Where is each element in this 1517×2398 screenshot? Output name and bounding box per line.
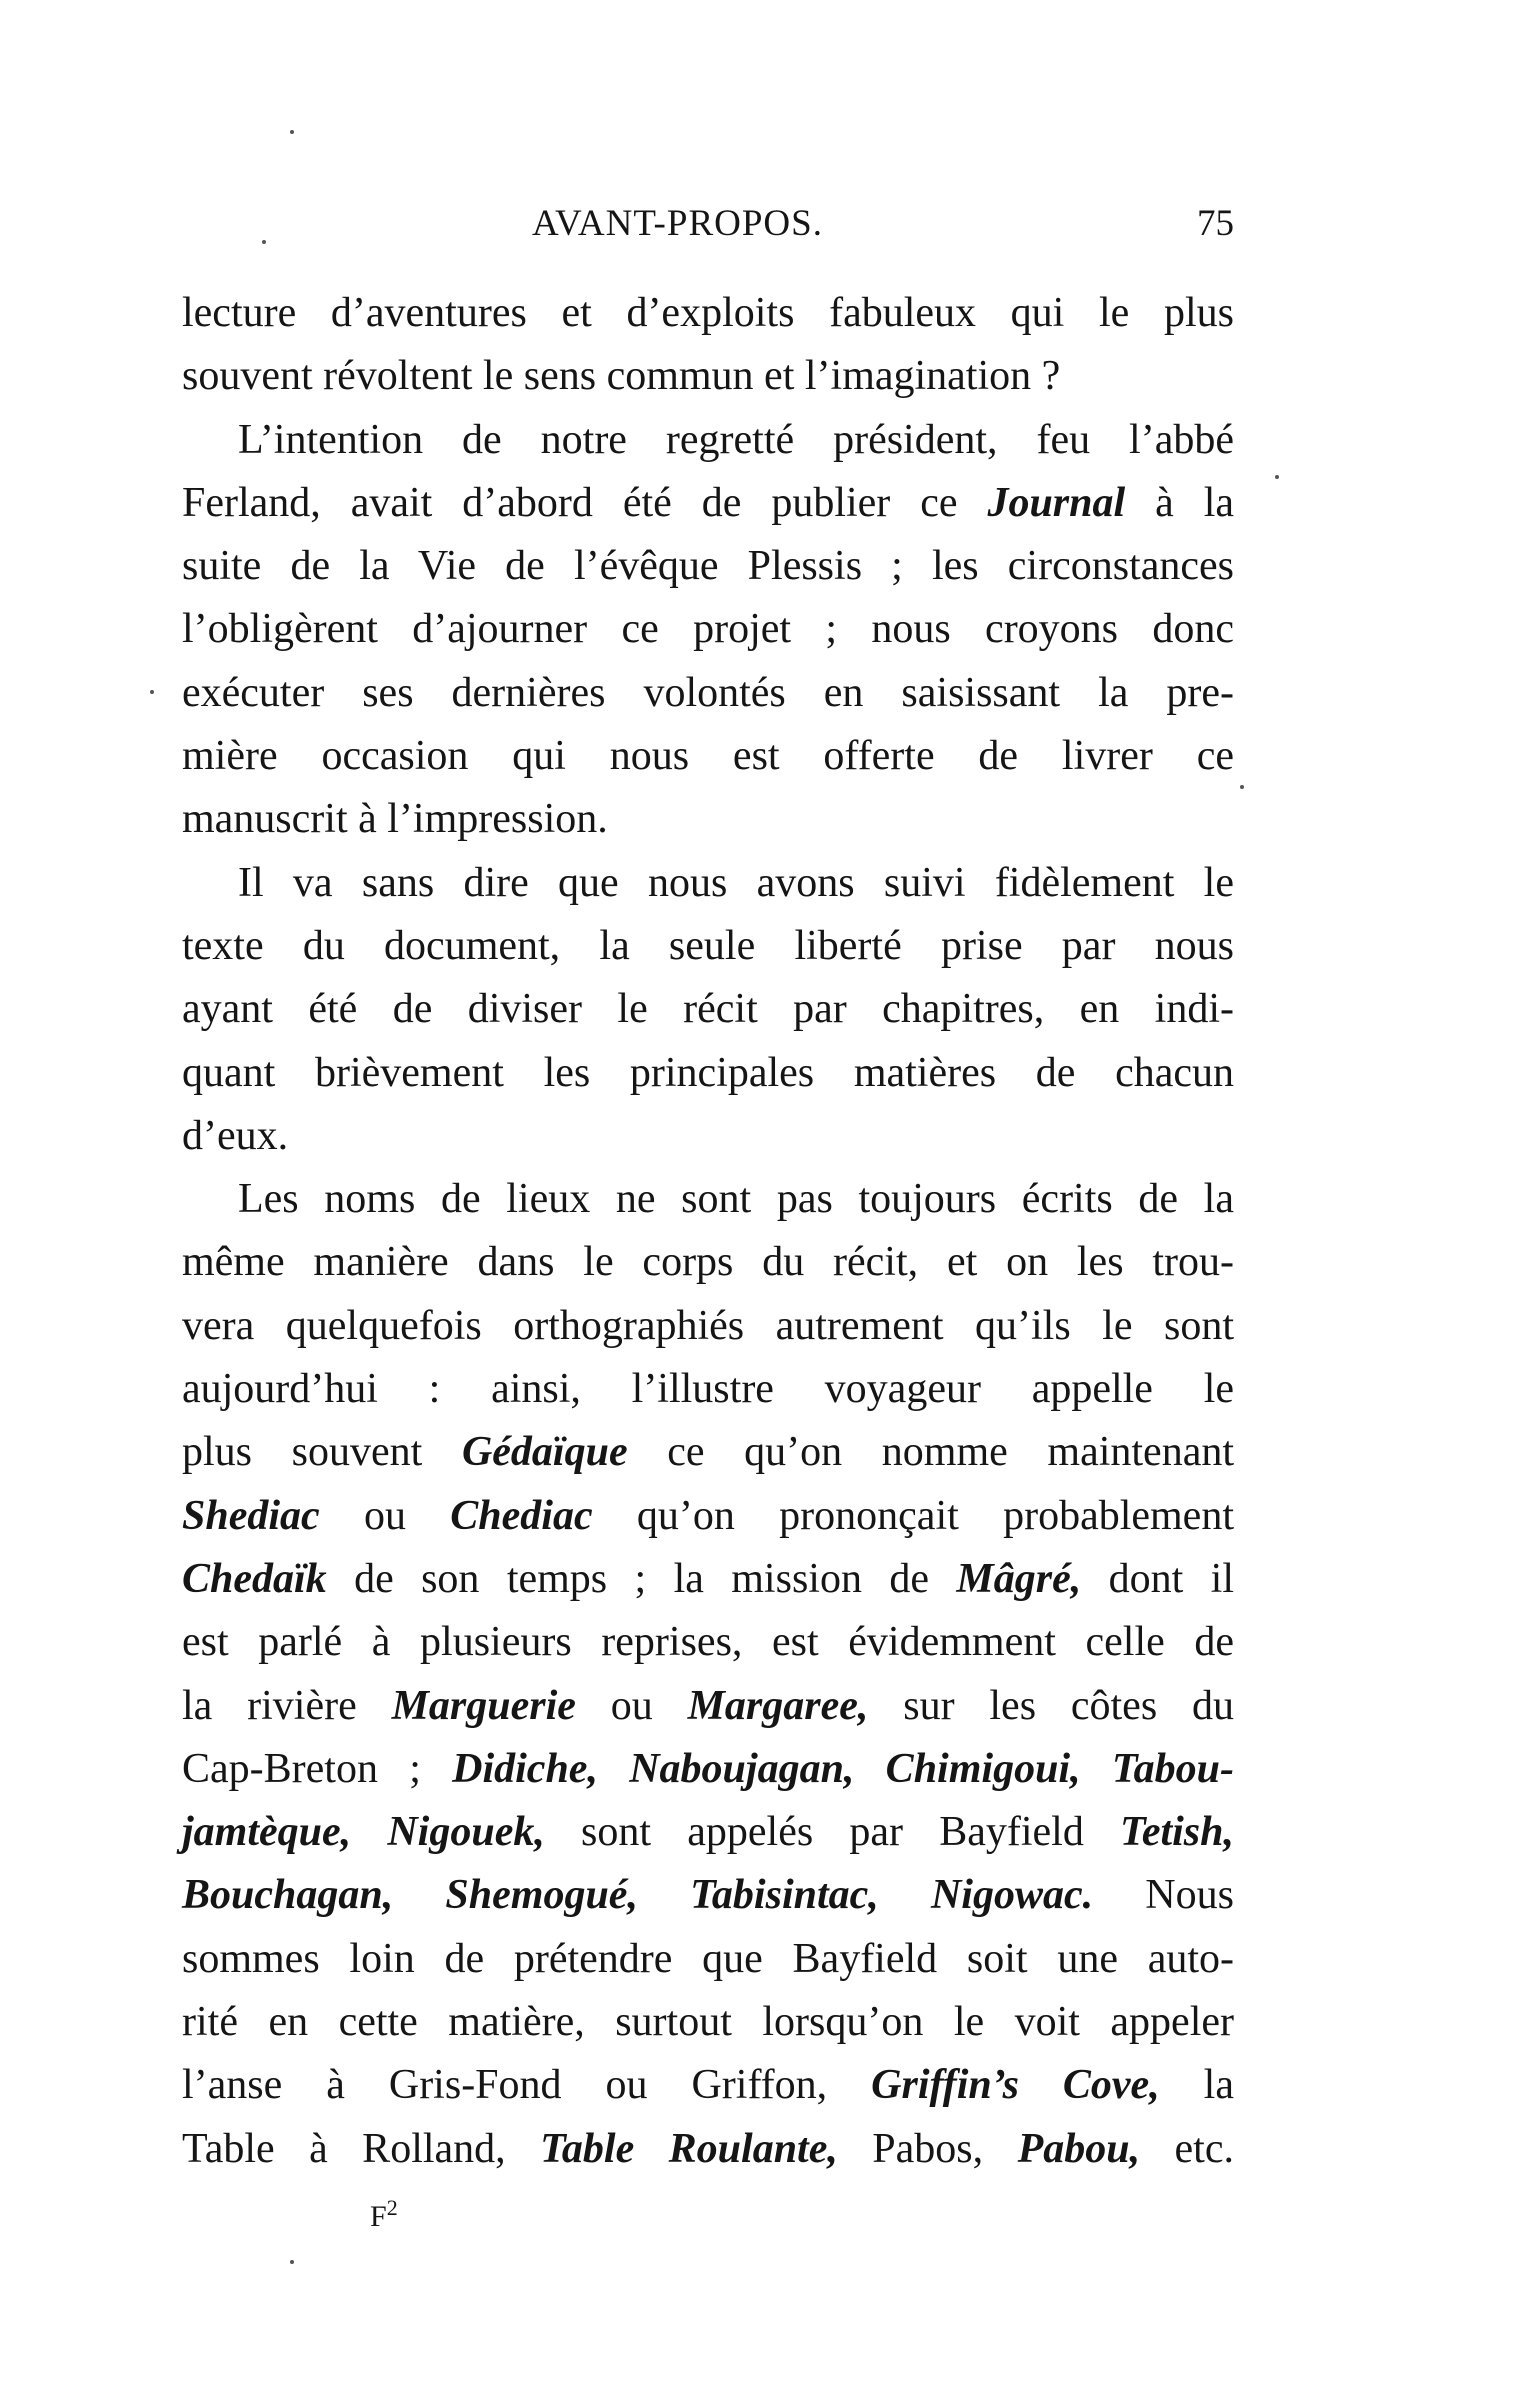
text-span: d’eux.	[182, 1112, 289, 1159]
text-span: ou	[319, 1492, 451, 1539]
italic-text: Didiche, Naboujagan, Chimigoui, Tabou-	[452, 1745, 1234, 1792]
text-span: à la	[1125, 479, 1234, 526]
signature-mark	[370, 2188, 398, 2237]
italic-text: Gédaïque	[461, 1429, 628, 1476]
text-span: suite de la Vie de l’évêque Plessis ; les circonstances	[182, 543, 1234, 590]
text-line	[182, 409, 1234, 472]
text-line	[182, 1295, 1234, 1358]
italic-text: Marguerie	[391, 1682, 576, 1729]
text-span: sommes loin de prétendre que Bayfield soit une auto-	[182, 1935, 1234, 1982]
body-text	[182, 282, 1234, 2181]
text-span: ou	[575, 1682, 688, 1729]
italic-text: Chedaïk	[182, 1555, 327, 1602]
text-span: Cap-Breton ;	[182, 1745, 453, 1792]
text-span: vera quelquefois orthographiés autrement qu’ils le sont	[182, 1302, 1234, 1349]
text-span: la	[1159, 2062, 1234, 2109]
signature-number: 2	[386, 2195, 398, 2220]
italic-text: Pabou,	[1017, 2125, 1141, 2172]
paper-speck	[150, 690, 154, 694]
text-span: sont appelés par Bayfield	[544, 1809, 1121, 1856]
text-span: sur les côtes du	[868, 1682, 1234, 1729]
page-header	[182, 196, 1234, 252]
text-span: de son temps ; la mission de	[326, 1555, 957, 1602]
text-span: l’obligèrent d’ajourner ce projet ; nous croyons donc	[182, 606, 1234, 653]
text-line	[182, 1548, 1234, 1611]
text-span: L’intention de notre regretté président, feu l’abbé	[238, 416, 1234, 463]
text-span: Nous	[1093, 1872, 1234, 1919]
text-line	[182, 725, 1234, 788]
text-line	[182, 978, 1234, 1041]
text-line	[182, 282, 1234, 345]
text-line	[182, 1421, 1234, 1484]
text-line	[182, 1991, 1234, 2054]
italic-text: Griffin’s Cove,	[871, 2062, 1160, 2109]
italic-text: jamtèque, Nigouek,	[182, 1809, 545, 1856]
text-span: dont il	[1081, 1555, 1234, 1602]
text-line	[182, 1168, 1234, 1231]
text-line	[182, 915, 1234, 978]
text-span: Ferland, avait d’abord été de publier ce	[182, 479, 988, 526]
text-line	[182, 2118, 1234, 2181]
text-span: est parlé à plusieurs reprises, est évidemment celle de	[182, 1619, 1234, 1666]
text-span: exécuter ses dernières volontés en saisissant la pre-	[182, 669, 1234, 716]
text-span: la rivière	[182, 1682, 392, 1729]
italic-text: Tetish,	[1120, 1809, 1234, 1856]
text-line	[182, 472, 1234, 535]
text-line	[182, 1358, 1234, 1421]
text-span: texte du document, la seule liberté prise par nous	[182, 922, 1234, 969]
text-line	[182, 1611, 1234, 1674]
text-span: mière occasion qui nous est offerte de livrer ce	[182, 733, 1234, 780]
text-line	[182, 1801, 1234, 1864]
text-line	[182, 1105, 1234, 1168]
italic-text: Bouchagan, Shemogué, Tabisintac, Nigowac.	[182, 1872, 1094, 1919]
text-span: Il va sans dire que nous avons suivi fidèlement le	[238, 859, 1234, 906]
text-line	[182, 788, 1234, 851]
text-line	[182, 1675, 1234, 1738]
italic-text: Journal	[987, 479, 1126, 526]
paper-speck	[1240, 785, 1244, 789]
text-span: qu’on prononçait probablement	[592, 1492, 1234, 1539]
text-span: Les noms de lieux ne sont pas toujours écrits de la	[238, 1176, 1234, 1223]
text-line	[182, 852, 1234, 915]
italic-text: Table Roulante,	[540, 2125, 838, 2172]
text-line	[182, 1864, 1234, 1927]
text-span: ayant été de diviser le récit par chapitres, en indi-	[182, 986, 1234, 1033]
text-line	[182, 2054, 1234, 2117]
text-line	[182, 662, 1234, 725]
text-span: etc.	[1140, 2125, 1234, 2172]
italic-text: Margaree,	[687, 1682, 869, 1729]
italic-text: Shediac	[182, 1492, 320, 1539]
paper-speck	[1275, 475, 1279, 479]
text-span: Table à Rolland,	[182, 2125, 541, 2172]
text-span: ce qu’on nomme maintenant	[627, 1429, 1235, 1476]
paper-speck	[262, 240, 266, 244]
text-span: quant brièvement les principales matières de chacun	[182, 1049, 1234, 1096]
italic-text: Chediac	[450, 1492, 593, 1539]
text-line	[182, 1928, 1234, 1991]
signature-letter: F	[370, 2200, 387, 2233]
text-span: même manière dans le corps du récit, et on les trou-	[182, 1239, 1234, 1286]
page-number: 75	[1197, 203, 1234, 244]
text-span: aujourd’hui : ainsi, l’illustre voyageur appelle le	[182, 1366, 1234, 1413]
text-span: souvent révoltent le sens commun et l’imagination ?	[182, 353, 1061, 400]
text-line	[182, 1231, 1234, 1294]
paper-speck	[290, 130, 294, 134]
running-title: AVANT-PROPOS.	[532, 203, 823, 244]
paper-speck	[290, 2260, 294, 2264]
text-span: Pabos,	[837, 2125, 1018, 2172]
text-span: l’anse à Gris-Fond ou Griffon,	[182, 2062, 872, 2109]
text-line	[182, 535, 1234, 598]
text-line	[182, 1738, 1234, 1801]
italic-text: Mâgré,	[956, 1555, 1082, 1602]
text-line	[182, 598, 1234, 661]
text-line	[182, 1485, 1234, 1548]
text-span: manuscrit à l’impression.	[182, 796, 608, 843]
text-line	[182, 345, 1234, 408]
text-span: lecture d’aventures et d’exploits fabuleux qui le plus	[182, 290, 1234, 336]
text-line	[182, 1042, 1234, 1105]
text-span: rité en cette matière, surtout lorsqu’on le voit appeler	[182, 1999, 1234, 2046]
text-span: plus souvent	[182, 1429, 462, 1476]
